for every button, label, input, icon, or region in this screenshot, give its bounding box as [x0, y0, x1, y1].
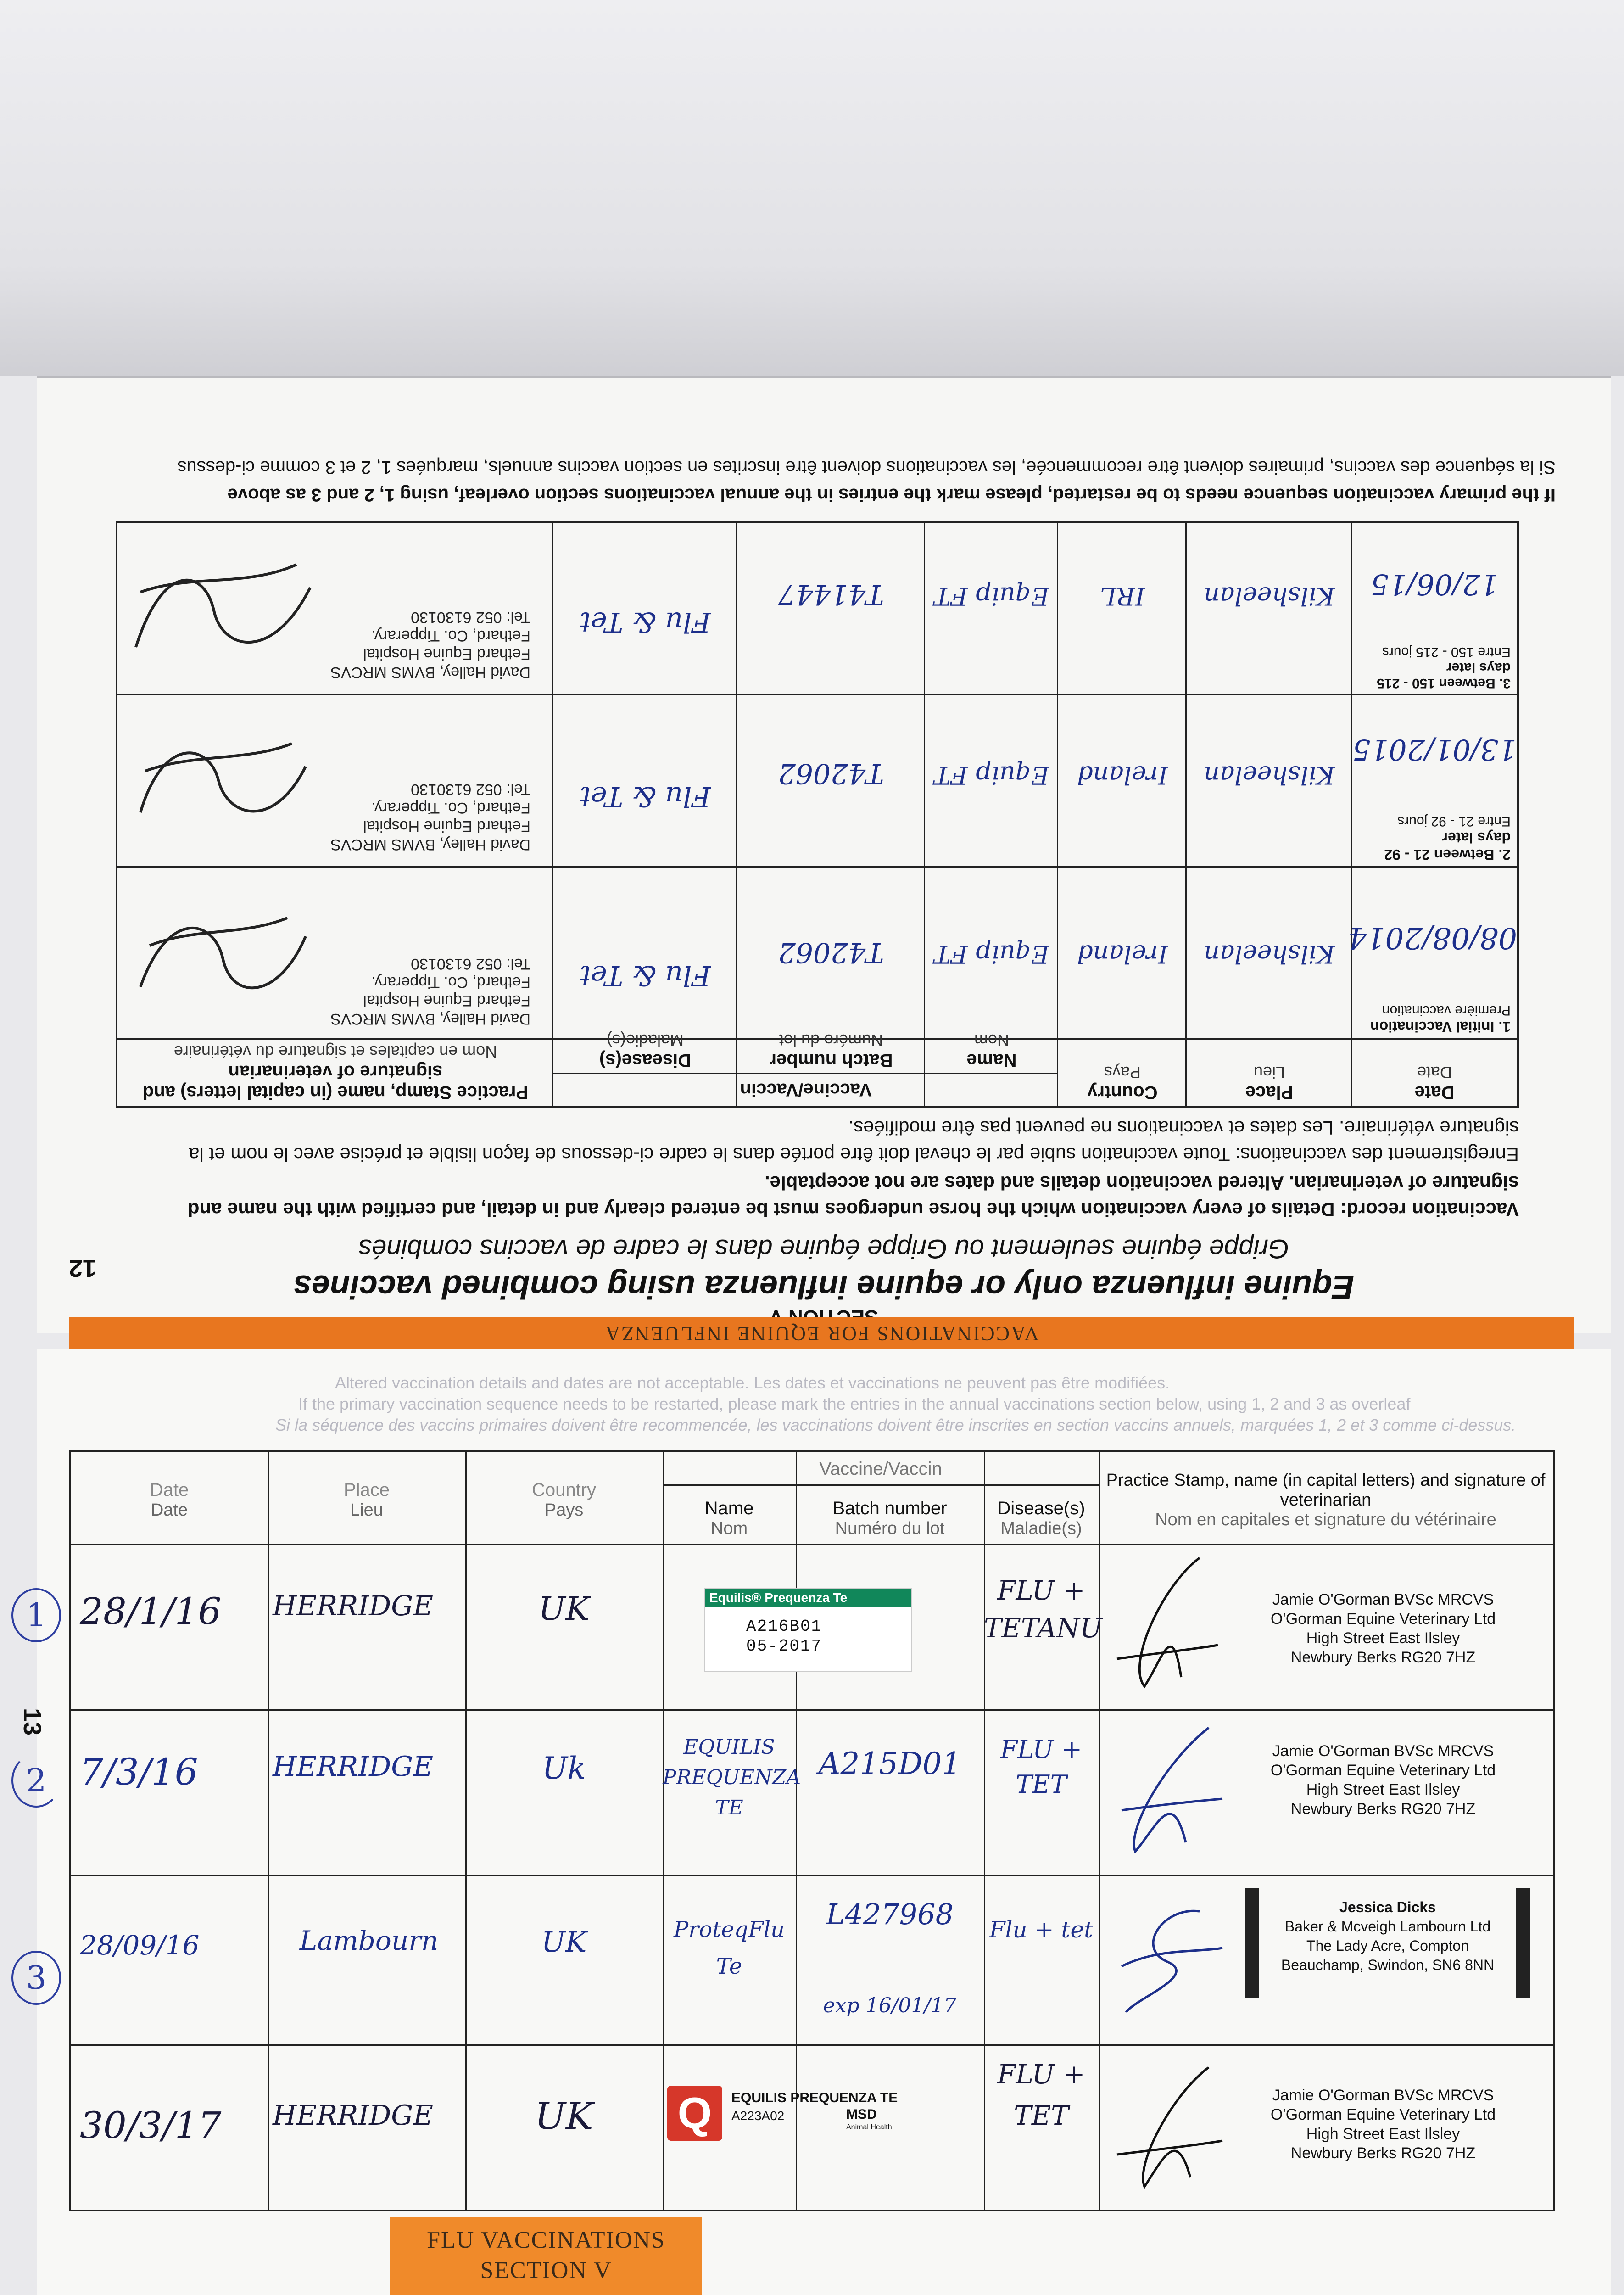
vaccination-country: Ireland — [1077, 761, 1168, 789]
faded-text: If the primary vaccination sequence needs to be restarted, please mark the entries in the annual vaccinations section below, using 1, 2 and 3 as overleaf — [298, 1394, 1411, 1413]
vaccination-country: Ireland — [1077, 940, 1168, 968]
annual-vaccination-table — [69, 1450, 1555, 2211]
vaccination-country: IRL — [1100, 582, 1145, 610]
vaccination-country: UK — [538, 1590, 590, 1628]
faded-text: Altered vaccination details and dates are not acceptable. Les dates et vaccinations ne peuvent pas être modifiées. — [335, 1373, 1170, 1392]
scanner-background — [0, 0, 1624, 376]
vaccination-date: 08/08/2014 — [1348, 921, 1517, 955]
header-vaccine: Vaccine/Vaccin — [740, 1080, 872, 1100]
disease: Flu + tet — [989, 1916, 1094, 1943]
vaccination-country: Uk — [542, 1751, 586, 1786]
header-country: Country Pays — [1087, 1063, 1158, 1103]
section-tab: FLU VACCINATIONS SECTION V — [390, 2217, 702, 2295]
intro-text: Vaccination record: Details of every vaccination which the horse undergoes must be entered clearly and in detail, and certified with the name and signature of veterinarian. Altered vaccination details and dates are not acceptable. — [187, 1172, 1519, 1220]
disease: Flu & Tet — [580, 606, 711, 638]
vet-stamp: Jamie O'Gorman BVSc MRCVS O'Gorman Equine Veterinary Ltd High Street East Ilsley Newbury Berks RG20 7HZ — [1270, 1591, 1496, 1666]
header-batch: Batch number Numéro du lot — [769, 1031, 893, 1070]
sequence-marker: 3 — [11, 1951, 61, 2005]
sequence-marker: 2 — [11, 1753, 61, 1808]
vaccination-country: UK — [541, 1925, 587, 1959]
vaccination-date: 7/3/16 — [80, 1751, 198, 1793]
batch-number: L427968 — [826, 1898, 954, 1931]
vaccine-brand-logo: Q — [667, 2086, 722, 2141]
header-practice: Practice Stamp, name (in capital letters) and signature of veterinarian Nom en capitales et signature du vétérinaire — [142, 1042, 529, 1103]
restart-note: If the primary vaccination sequence needs to be restarted, please mark the entries in the annual vaccinations section overleaf, using 1, 2 and 3 as above — [227, 485, 1556, 505]
vet-signature — [1108, 1718, 1227, 1865]
stamp-border-left — [1245, 1888, 1259, 1998]
vaccination-date: 13/01/2015 — [1352, 733, 1517, 767]
batch-number: T42062 — [778, 757, 884, 789]
batch-number: T41447 — [778, 578, 884, 610]
vaccination-place: Kilsheelan — [1204, 582, 1335, 610]
vaccination-date: 28/1/16 — [80, 1590, 222, 1633]
stamp-border-right — [1516, 1888, 1530, 1998]
vaccine-sticker: EQUILIS PREQUENZA TE A223A02 MSD Animal Health — [731, 2090, 898, 2131]
vaccination-date: 12/06/15 — [1370, 568, 1499, 601]
faded-text: Si la séquence des vaccins primaires doivent être recommencée, les vaccinations doivent être inscrites en section vaccins annuels, marquées 1, 2 et 3 comme ci-dessus. — [275, 1416, 1516, 1434]
vet-stamp: Jessica Dicks Baker & Mcveigh Lambourn Ltd The Lady Acre, Compton Beauchamp, Swindon, SN6 8NN — [1281, 1899, 1495, 1973]
row-label: 3. Between 150 - 215 days later Entre 150 - 215 jours — [1377, 644, 1511, 691]
header-place: Place Lieu — [343, 1480, 390, 1520]
restart-note-fr: Si la séquence des vaccins, primaires doivent être recommencée, les vaccinations doivent être inscrites en section vaccins annuels, marquées 1, 2 et 3 comme ci-dessus — [177, 457, 1556, 477]
disease: FLU + TET — [997, 2059, 1085, 2131]
intro-text-fr: Enregistrement des vaccinations: Toute vaccination subie par le cheval doit être portée dans le cadre ci-dessous de façon lisible et précise avec le nom et la signature vétérinaire. Les dates et vaccinations ne peuvent pas être modifiées. — [189, 1117, 1519, 1165]
header-disease: Disease(s) Maladie(s) — [997, 1498, 1085, 1538]
vaccination-country: UK — [535, 2095, 593, 2138]
vet-signature — [131, 711, 315, 849]
page-number: 12 — [68, 1254, 96, 1282]
vaccination-date: 30/3/17 — [80, 2104, 222, 2147]
header-date: Date Date — [150, 1480, 189, 1520]
batch-number: T42062 — [778, 936, 884, 968]
vet-signature — [1108, 2054, 1227, 2200]
vet-stamp: David Halley, BVMS MRCVS Fethard Equine Hospital Fethard, Co. Tipperary. Tel: 052 6130130 — [330, 781, 530, 853]
vet-signature — [1108, 1893, 1227, 2031]
header-country: Country Pays — [531, 1480, 597, 1520]
disease: FLU + TET — [1000, 1735, 1083, 1799]
sequence-marker: 1 — [11, 1588, 61, 1642]
vaccination-place: HERRIDGE — [273, 2099, 434, 2132]
header-batch: Batch number Numéro du lot — [832, 1498, 947, 1538]
vaccine-name: EQUILIS PREQUENZA TE — [663, 1735, 801, 1819]
header-place: Place Lieu — [1245, 1063, 1294, 1103]
disease: Flu & Tet — [580, 780, 711, 812]
section-title: Equine influenza only or equine influenza using combined vaccines — [293, 1268, 1355, 1305]
header-practice: Practice Stamp, name (in capital letters) and signature of veterinarian Nom en capitales et signature du vétérinaire — [1106, 1471, 1546, 1529]
vaccination-place: HERRIDGE — [273, 1751, 434, 1783]
header-disease: Disease(s) Maladie(s) — [599, 1031, 692, 1070]
vet-stamp: David Halley, BVMS MRCVS Fethard Equine Hospital Fethard, Co. Tipperary. Tel: 052 6130130 — [330, 955, 530, 1028]
vet-signature — [131, 532, 315, 679]
vet-stamp: David Halley, BVMS MRCVS Fethard Equine Hospital Fethard, Co. Tipperary. Tel: 052 6130130 — [330, 609, 530, 681]
vet-stamp: Jamie O'Gorman BVSc MRCVS O'Gorman Equine Veterinary Ltd High Street East Ilsley Newbury Berks RG20 7HZ — [1270, 2087, 1496, 2162]
disease: FLU + TETANU — [984, 1575, 1103, 1644]
vaccine-sticker: Equilis® Prequenza Te A216B01 05-2017 — [704, 1588, 912, 1672]
header-name: Name Nom — [704, 1498, 754, 1538]
row-label: 1. Initial Vaccination Première vaccination — [1370, 1003, 1511, 1035]
vaccine-name: ProteqFlu Te — [673, 1917, 785, 1979]
page-number: 13 — [18, 1707, 46, 1736]
header-date: Date Date — [1414, 1063, 1455, 1103]
vaccine-name: Equip FT — [934, 761, 1049, 789]
vaccination-place: Kilsheelan — [1204, 761, 1335, 789]
vaccine-name: Equip FT — [934, 940, 1049, 968]
batch-expiry: exp 16/01/17 — [823, 1994, 957, 2017]
row-label: 2. Between 21 - 92 days later Entre 21 - 92 jours — [1384, 814, 1511, 863]
vaccine-name: Equip FT — [934, 582, 1049, 610]
vaccination-place: HERRIDGE — [273, 1590, 434, 1622]
vaccination-table — [116, 521, 1519, 1108]
vaccination-date: 28/09/16 — [80, 1930, 200, 1961]
vet-signature — [1108, 1549, 1227, 1705]
header-name: Name Nom — [966, 1031, 1017, 1070]
top-page — [37, 376, 1611, 1333]
vaccination-place: Lambourn — [299, 1925, 439, 1956]
header-vaccine: Vaccine/Vaccin — [819, 1459, 942, 1479]
top-page-rotated — [37, 378, 1611, 1333]
section-band: VACCINATIONS FOR EQUINE INFLUENZA — [69, 1317, 1574, 1349]
batch-number: A215D01 — [818, 1746, 961, 1781]
disease: Flu & Tet — [580, 959, 711, 991]
vaccination-place: Kilsheelan — [1204, 940, 1335, 968]
section-title-fr: Grippe équine seulement ou Grippe équine dans le cadre de vaccins combinés — [358, 1234, 1289, 1264]
vet-stamp: Jamie O'Gorman BVSc MRCVS O'Gorman Equine Veterinary Ltd High Street East Ilsley Newbury Berks RG20 7HZ — [1270, 1742, 1496, 1818]
vet-signature — [131, 881, 315, 1028]
